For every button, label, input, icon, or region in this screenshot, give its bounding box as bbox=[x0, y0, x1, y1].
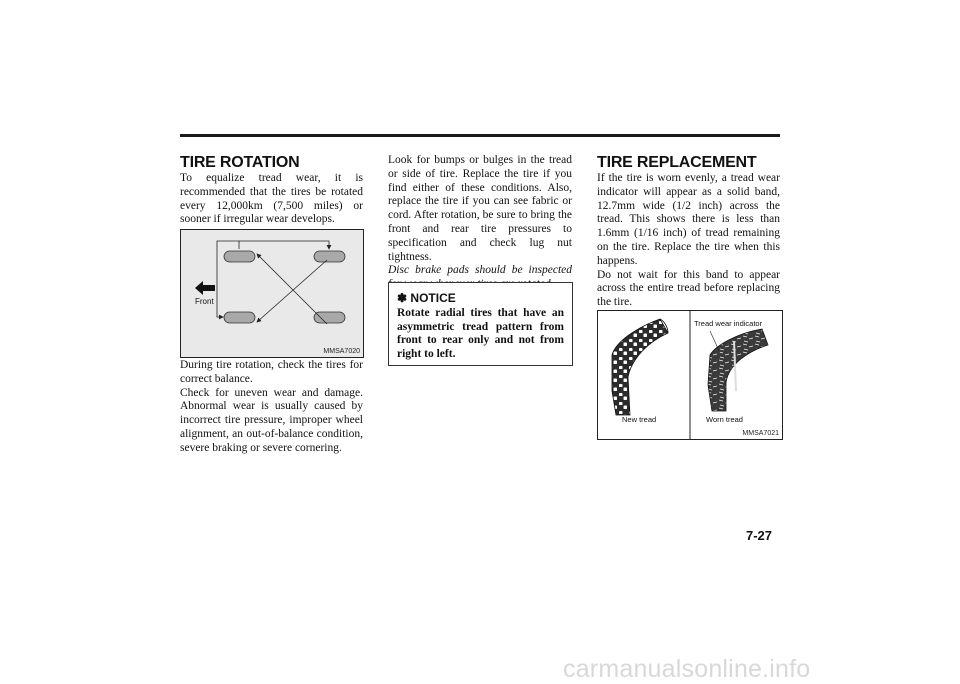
worn-tread-label: Worn tread bbox=[706, 415, 743, 424]
rotation-balance-text: During tire rotation, check the tires for correct balance. bbox=[180, 359, 363, 385]
notice-title bbox=[397, 291, 572, 305]
top-connector bbox=[239, 241, 329, 249]
rotation-heading: TIRE ROTATION bbox=[180, 154, 300, 171]
notice-title-text: NOTICE bbox=[410, 291, 456, 305]
indicator-label: Tread wear indicator bbox=[694, 319, 763, 328]
replacement-section bbox=[597, 154, 780, 310]
front-left-tire bbox=[224, 251, 255, 262]
rotation-section bbox=[180, 154, 363, 227]
notice-body: Rotate radial tires that have an asymmetric tread pattern from front to rear only and not from right to left. bbox=[397, 307, 564, 360]
rotation-wear-text: Check for uneven wear and damage. Abnormal wear is usually caused by incorrect tire pressure, improper wheel alignment, an out-of-balance condition, severe braking or severe cornering. bbox=[180, 386, 363, 454]
tread-figure bbox=[597, 310, 783, 440]
replacement-heading: TIRE REPLACEMENT bbox=[597, 154, 757, 171]
header-rule bbox=[180, 134, 780, 137]
front-direction-arrow bbox=[195, 281, 215, 295]
rear-right-tire bbox=[314, 312, 345, 323]
inspection-text: Look for bumps or bulges in the tread or side of tire. Replace the tire if you find either of these conditions. Also, replace the tire if you can see fabric or cord. After rotation, be sure to bring the front and rear tire pressures to specification and check lug nut tightness. bbox=[388, 154, 572, 263]
new-tread-tire bbox=[612, 319, 668, 415]
page-number: 7-27 bbox=[746, 528, 773, 543]
new-tread-label: New tread bbox=[622, 415, 657, 424]
tread-figure-code: MMSA7021 bbox=[742, 430, 779, 437]
rotation-figure-code: MMSA7020 bbox=[323, 348, 360, 355]
rotation-diagram bbox=[181, 230, 363, 357]
cross-arrow-1 bbox=[257, 254, 327, 324]
inspection-section bbox=[388, 154, 572, 292]
worn-tread-tire bbox=[708, 329, 768, 411]
rotation-intro: To equalize tread wear, it is recommended that the tires be rotated every 12,000km (7,500 miles) or sooner if irregular wear develops. bbox=[180, 172, 363, 226]
rear-left-tire bbox=[224, 312, 255, 323]
front-label: Front bbox=[195, 297, 214, 306]
replacement-warning: Do not wait for this band to appear across the entire tread before replacing the tire. bbox=[597, 268, 780, 309]
notice-box bbox=[388, 282, 573, 366]
rotation-figure bbox=[180, 229, 364, 358]
watermark: carmanualsonline.info bbox=[563, 655, 811, 683]
brake-pad-note: Disc brake pads should be inspected bbox=[388, 264, 572, 277]
front-right-tire bbox=[314, 251, 345, 262]
notice-icon: ✽ bbox=[397, 291, 408, 305]
rotation-after-text bbox=[180, 359, 363, 456]
replacement-text: If the tire is worn evenly, a tread wear indicator will appear as a solid band, 12.7mm wide (1/2 inch) across the tread. This shows there is less than 1.6mm (1/16 inch) of tread remaining on the tire. Replace the tire when this happens. bbox=[597, 172, 780, 267]
